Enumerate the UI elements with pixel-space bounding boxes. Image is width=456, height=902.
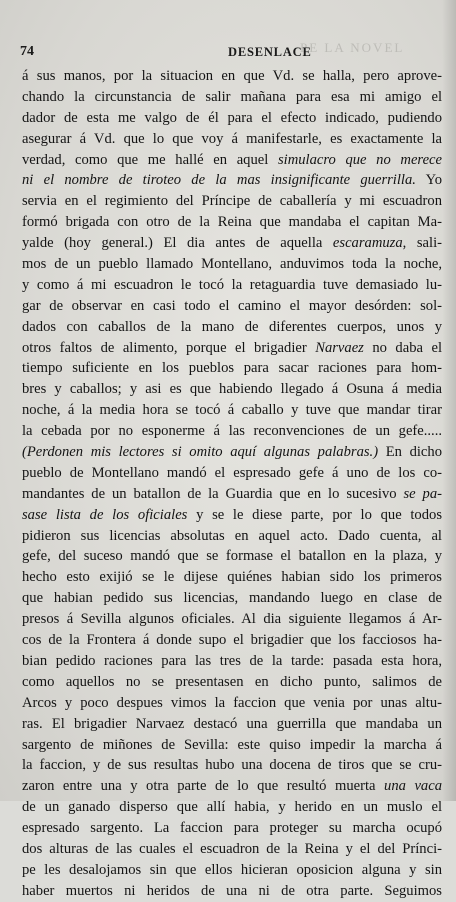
text-line [22,129,442,150]
text-line [22,505,442,526]
text-segment: , sali- [402,235,442,252]
italic-text-segment: (Perdonen mis lectores si omito aquí algunas palabras.) [22,444,379,461]
page-header [20,44,432,64]
text-line [22,212,442,233]
text-line [22,860,442,881]
text-line [22,421,442,442]
text-segment: Arcos y poco despues vimos la faccion que venia por unas altu- [22,694,442,711]
italic-text-segment: Narvaez [315,339,364,356]
text-segment: dador de esta me valgo de él para el efecto indicado, pudiendo [22,109,442,126]
text-segment: En dicho [378,444,442,461]
text-line [22,191,442,212]
text-segment: la cebada por no esponerme á las reconvenciones de un gefe..... [22,423,442,440]
text-line [22,66,442,87]
text-segment: yalde (hoy general.) El dia antes de aquella [22,235,333,252]
text-segment: ras. El brigadier Narvaez destacó una guerrilla que mandaba un [22,715,442,732]
text-line [22,275,442,296]
text-segment: asegurar á Vd. que lo que voy á manifestarle, es exactamente la [22,130,442,147]
text-segment: verdad, como que me hallé en aquel [22,151,278,168]
text-segment: no daba el [363,339,442,356]
text-segment: dados con caballos de la mano de diferentes cuerpos, unos y [22,318,442,335]
text-line [22,693,442,714]
text-segment: la faccion, y de sus resultas hubo una docena de tiros que se cru- [22,757,442,774]
text-segment: mandantes de un batallon de la Guardia que en lo sucesivo [22,485,404,502]
text-line [22,526,442,547]
text-line [22,546,442,567]
text-segment: gefe, del suceso mandó que se formase el batallon en la plaza, y [22,548,442,565]
text-line [22,818,442,839]
text-segment: pueblo de Montellano mandó el espresado gefe á uno de los co- [22,464,442,481]
text-line [22,797,442,818]
text-segment: Yo [415,172,443,189]
text-line [22,484,442,505]
text-segment: espresado sargento. La faccion para proteger su marcha ocupó [22,820,442,837]
running-head: DESENLACE [228,45,312,59]
italic-text-segment: ni el nombre de tiroteo de la mas insignificante guerrilla. [22,172,416,189]
text-line [22,379,442,400]
text-line [22,358,442,379]
text-line [22,338,442,359]
body-text [22,66,442,902]
text-line [22,735,442,756]
text-line [22,839,442,860]
text-segment: á sus manos, por la situacion en que Vd. se halla, pero aprove- [22,68,442,84]
text-line [22,881,442,902]
text-segment: y se le diese parte, por lo que todos [187,506,443,523]
text-segment: hecho esto exijió se le dijese quiénes habian sido los primeros [22,569,442,586]
text-line [22,567,442,588]
text-line [22,108,442,129]
text-line [22,400,442,421]
text-segment: dos alturas de las cuales el escuadron de la Reina y el del Prínci- [22,840,442,857]
text-segment: gar de observar en casi todo el camino el mayor desórden: sol- [22,297,442,314]
text-segment: como aquellos no se presentasen en dicho punto, salimos de [22,673,442,690]
text-line [22,233,442,254]
text-line [22,609,442,630]
text-line [22,651,442,672]
text-segment: presos á Sevilla algunos oficiales. Al dia siguiente llegamos á Ar- [22,611,442,628]
text-line [22,714,442,735]
text-segment: pidieron sus licencias absolutas en aquel acto. Dado cuenta, al [22,527,442,544]
page-edge-shadow [442,0,456,801]
text-segment: chando la circunstancia de salir mañana para esa mi amigo el [22,88,442,105]
page-number: 74 [20,44,34,59]
text-segment: mos de un pueblo llamado Montellano, anduvimos toda la noche, [22,256,442,273]
text-line [22,442,442,463]
italic-text-segment: sase lista de los oficiales [22,506,188,523]
text-segment: otros faltos de alimento, porque el brigadier [22,339,316,356]
text-segment: y como á mi escuadron le tocó la retaguardia tuve demasiado lu- [22,276,442,293]
text-line [22,588,442,609]
text-line [22,630,442,651]
text-line [22,150,442,171]
text-segment: que habian pedido sus licencias, mandando luego en clase de [22,590,442,607]
text-line [22,463,442,484]
text-segment: pe les desalojamos sin que ellos hicieran oposicion alguna y sin [22,861,442,878]
italic-text-segment: se pa- [403,485,442,502]
text-segment: noche, á la media hora se tocó á caballo y tuve que mandar tirar [22,402,442,419]
text-line [22,672,442,693]
text-segment: bres y caballos; y asi es que habiendo llegado á Osuna á media [22,381,442,398]
text-line [22,87,442,108]
text-segment: de un ganado disperso que allí habia, y herido en un muslo el [22,799,442,816]
text-segment: tiempo suficiente en los pueblos para sacar raciones para hom- [22,360,442,377]
text-line [22,776,442,797]
text-line [22,755,442,776]
text-line [22,317,442,338]
text-segment: formó brigada con otro de la Reina que mandaba el capitan Ma- [22,214,442,231]
text-segment: haber muertos ni heridos de una ni de otra parte. Seguimos [22,882,442,899]
text-segment: servia en el regimiento del Príncipe de caballería y mi escuadron [22,193,442,210]
text-segment: bian pedido raciones para las tres de la tarde: pasada esta hora, [22,652,442,669]
text-line [22,254,442,275]
text-line [22,296,442,317]
text-segment: cos de la Frontera á donde supo el brigadier que los facciosos ha- [22,632,442,649]
text-segment: zaron entre una y otra parte de lo que resultó muerta [22,778,385,795]
bleed-through-text: PE LA NOVEL [300,40,405,55]
text-segment: sargento de miñones de Sevilla: este quiso impedir la marcha á [22,736,442,753]
italic-text-segment: escaramuza [332,235,403,252]
italic-text-segment: una vaca [384,778,442,795]
text-line [22,170,442,191]
italic-text-segment: simulacro que no merece [277,151,442,168]
